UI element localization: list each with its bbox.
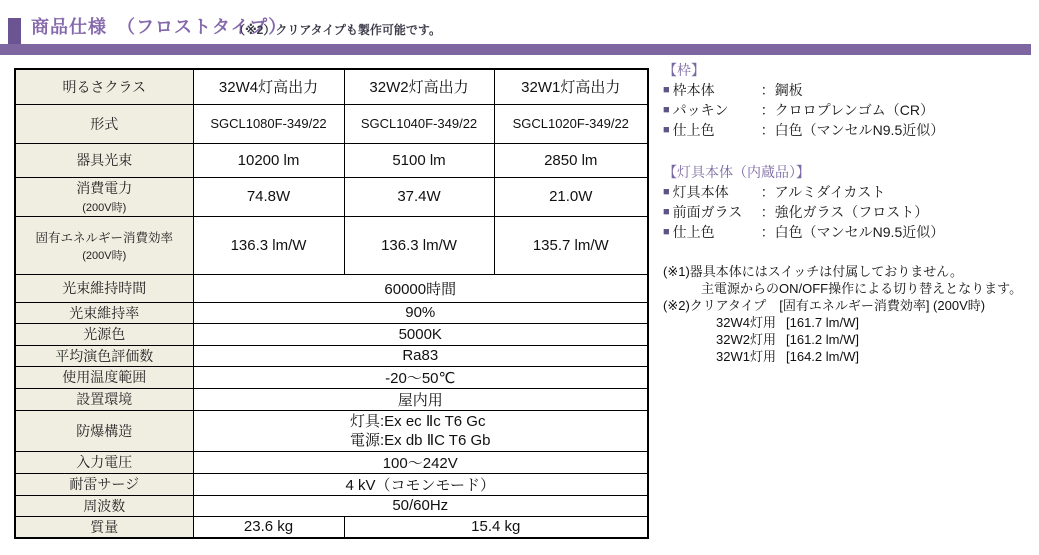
frame-section-heading: 【枠】 bbox=[663, 62, 705, 78]
spec-label-sub: (200V時) bbox=[82, 202, 127, 214]
footnote-value: [161.2 lm/W] bbox=[786, 332, 859, 347]
item-label: パッキン bbox=[672, 102, 729, 118]
list-item bbox=[663, 202, 1035, 222]
spec-label: 質量 bbox=[15, 516, 193, 538]
spec-value: SGCL1040F-349/22 bbox=[344, 104, 494, 143]
bullet-square-icon: ■ bbox=[663, 226, 670, 238]
spec-value: 4 kV（コモンモード） bbox=[193, 473, 648, 495]
item-value: ：鋼板 bbox=[760, 82, 803, 98]
spec-row-explosion-proof bbox=[15, 410, 648, 451]
spec-row-flux-maintenance-time bbox=[15, 274, 648, 302]
bullet-square-icon: ■ bbox=[663, 104, 670, 116]
item-value: ：アルミダイカスト bbox=[760, 184, 886, 200]
spec-label: 明るさクラス bbox=[15, 69, 193, 104]
spec-row-power-consumption bbox=[15, 177, 648, 216]
spec-row-brightness-class bbox=[15, 69, 648, 104]
spec-value: 5100 lm bbox=[344, 143, 494, 177]
spec-label-sub: (200V時) bbox=[82, 249, 127, 262]
footnote-2-item bbox=[663, 331, 1035, 348]
spec-row-cri bbox=[15, 345, 648, 366]
spec-row-flux-maintenance-rate bbox=[15, 302, 648, 323]
spec-row-efficacy bbox=[15, 216, 648, 274]
footnote-value: [164.2 lm/W] bbox=[786, 349, 859, 364]
footnote-1-line2: 主電源からのON/OFF操作による切り替えとなります。 bbox=[701, 281, 1023, 296]
spec-value: Ra83 bbox=[193, 345, 648, 366]
spec-label: 光束維持時間 bbox=[15, 274, 193, 302]
footnote-2-line1: (※2)クリアタイプ [固有エネルギー消費効率] (200V時) bbox=[663, 298, 986, 313]
item-value: ：強化ガラス（フロスト） bbox=[760, 204, 929, 220]
footnote-value: [161.7 lm/W] bbox=[786, 315, 859, 330]
spec-value: 37.4W bbox=[344, 177, 494, 216]
side-panel bbox=[663, 60, 1035, 365]
list-item bbox=[663, 120, 1035, 140]
spec-value: 136.3 lm/W bbox=[193, 216, 344, 274]
spec-value: 32W1灯高出力 bbox=[494, 69, 648, 104]
spec-value: 90% bbox=[193, 302, 648, 323]
item-value: ：白色（マンセルN9.5近似） bbox=[760, 224, 945, 240]
spec-label: 設置環境 bbox=[15, 388, 193, 410]
title-accent-bar bbox=[8, 18, 21, 45]
item-label: 仕上色 bbox=[672, 122, 715, 138]
spec-value: SGCL1080F-349/22 bbox=[193, 104, 344, 143]
spec-value: 5000K bbox=[193, 323, 648, 345]
footnote-2-item bbox=[663, 314, 1035, 331]
lamp-section-heading: 【灯具本体（内蔵品）】 bbox=[663, 164, 810, 180]
spec-value: 60000時間 bbox=[193, 274, 648, 302]
spec-value: 10200 lm bbox=[193, 143, 344, 177]
spec-row-frequency bbox=[15, 495, 648, 516]
spec-value: 135.7 lm/W bbox=[494, 216, 648, 274]
spec-row-input-voltage bbox=[15, 451, 648, 473]
spec-row-installation-env bbox=[15, 388, 648, 410]
bullet-square-icon: ■ bbox=[663, 84, 670, 96]
spec-row-operating-temp bbox=[15, 366, 648, 388]
item-label: 前面ガラス bbox=[672, 204, 743, 220]
explosion-proof-line1: 灯具:Ex ec Ⅱc T6 Gc bbox=[350, 412, 486, 430]
spec-label: 耐雷サージ bbox=[15, 473, 193, 495]
list-item bbox=[663, 222, 1035, 242]
spec-value: SGCL1020F-349/22 bbox=[494, 104, 648, 143]
spec-label: 光源色 bbox=[15, 323, 193, 345]
list-item bbox=[663, 80, 1035, 100]
explosion-proof-lines bbox=[350, 412, 491, 450]
spec-value: -20～50℃ bbox=[193, 366, 648, 388]
header-divider-bar bbox=[0, 44, 1031, 55]
spec-value: 136.3 lm/W bbox=[344, 216, 494, 274]
spec-value: 32W4灯高出力 bbox=[193, 69, 344, 104]
spec-label bbox=[15, 177, 193, 216]
spec-label: 使用温度範囲 bbox=[15, 366, 193, 388]
item-value: ：白色（マンセルN9.5近似） bbox=[760, 122, 945, 138]
spec-row-model bbox=[15, 104, 648, 143]
footnote-1-line1: (※1)器具本体にはスイッチは付属しておりません。 bbox=[663, 264, 964, 279]
list-item bbox=[663, 182, 1035, 202]
explosion-proof-line2: 電源:Ex db ⅡC T6 Gb bbox=[350, 431, 491, 449]
spec-row-luminous-flux bbox=[15, 143, 648, 177]
spec-label-main: 固有エネルギー消費効率 bbox=[35, 230, 173, 245]
spec-label: 光束維持率 bbox=[15, 302, 193, 323]
footnotes bbox=[663, 263, 1035, 365]
spec-label: 平均演色評価数 bbox=[15, 345, 193, 366]
footnote-model: 32W1灯用 bbox=[716, 349, 776, 364]
item-label: 枠本体 bbox=[672, 82, 715, 98]
list-item bbox=[663, 100, 1035, 120]
spec-value: 23.6 kg bbox=[193, 516, 344, 538]
spec-label: 形式 bbox=[15, 104, 193, 143]
item-value: ：クロロプレンゴム（CR） bbox=[760, 102, 934, 118]
page-title-note: （※2）クリアタイプも製作可能です。 bbox=[233, 23, 441, 37]
bullet-square-icon: ■ bbox=[663, 124, 670, 136]
spec-label: 入力電圧 bbox=[15, 451, 193, 473]
bullet-square-icon: ■ bbox=[663, 206, 670, 218]
spec-label: 器具光束 bbox=[15, 143, 193, 177]
bullet-square-icon: ■ bbox=[663, 186, 670, 198]
spec-value: 100～242V bbox=[193, 451, 648, 473]
spec-value bbox=[193, 410, 648, 451]
spec-value: 屋内用 bbox=[193, 388, 648, 410]
spec-label: 周波数 bbox=[15, 495, 193, 516]
page-title: 商品仕様 （フロストタイプ） bbox=[31, 17, 288, 37]
spec-value: 15.4 kg bbox=[344, 516, 648, 538]
footnote-model: 32W2灯用 bbox=[716, 332, 776, 347]
spec-label: 防爆構造 bbox=[15, 410, 193, 451]
spec-value: 50/60Hz bbox=[193, 495, 648, 516]
spec-value: 74.8W bbox=[193, 177, 344, 216]
spec-value: 2850 lm bbox=[494, 143, 648, 177]
spec-row-light-color bbox=[15, 323, 648, 345]
spec-row-mass bbox=[15, 516, 648, 538]
spec-row-surge bbox=[15, 473, 648, 495]
spec-table bbox=[14, 68, 649, 539]
spec-value: 21.0W bbox=[494, 177, 648, 216]
item-label: 仕上色 bbox=[672, 224, 715, 240]
spec-label bbox=[15, 216, 193, 274]
spec-label-main: 消費電力 bbox=[76, 180, 133, 196]
item-label: 灯具本体 bbox=[672, 184, 729, 200]
footnote-2-item bbox=[663, 348, 1035, 365]
footnote-model: 32W4灯用 bbox=[716, 315, 776, 330]
spec-value: 32W2灯高出力 bbox=[344, 69, 494, 104]
